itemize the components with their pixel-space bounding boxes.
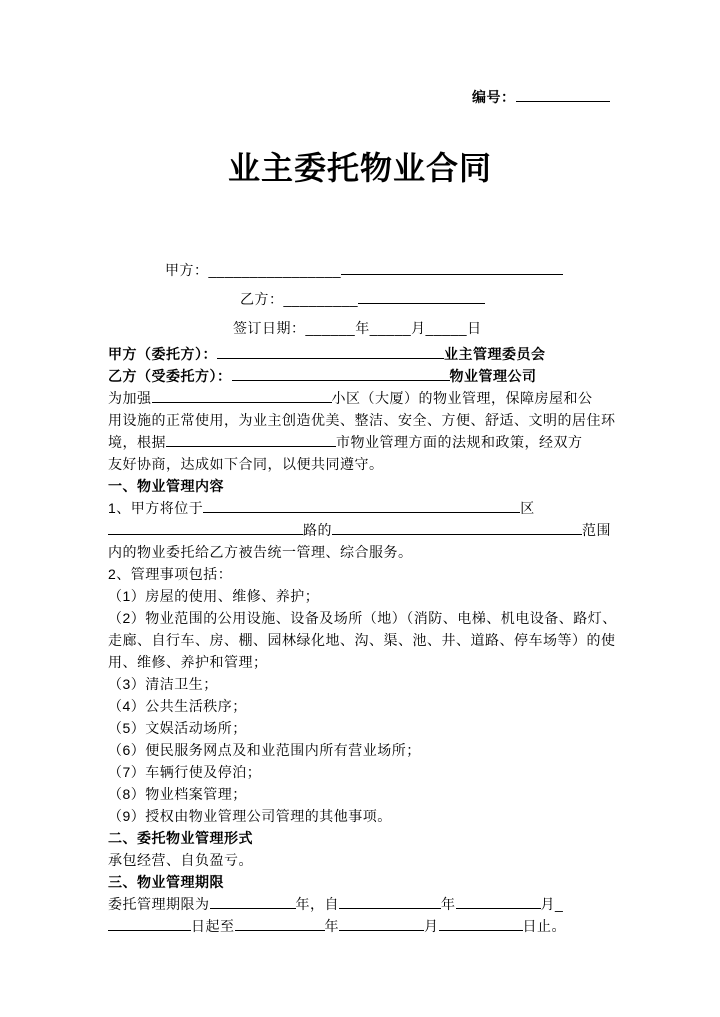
list-item — [0, 761, 720, 783]
text-segment: 2、管理事项包括： — [108, 566, 233, 582]
clause-line — [0, 497, 720, 519]
text-segment: 承包经营、自负盈亏。 — [108, 852, 253, 868]
section-2-heading — [0, 827, 720, 849]
contract-body — [0, 343, 720, 937]
text-segment: （5）文娱活动场所； — [108, 720, 247, 736]
clause-line — [0, 519, 720, 541]
text-segment: 年 — [355, 320, 370, 336]
blank-underline — [332, 521, 582, 535]
text-segment: 为加强 — [108, 390, 152, 406]
blank-underline — [108, 521, 303, 535]
blank-underline — [217, 345, 444, 359]
blank-underline — [341, 261, 563, 275]
text-segment: 乙方（受委托方）： — [108, 368, 232, 384]
text-segment: 物业管理公司 — [449, 368, 537, 384]
blank-underline — [235, 917, 325, 931]
list-item — [0, 651, 720, 673]
text-segment: 业主管理委员会 — [444, 346, 546, 362]
blank-underline — [339, 895, 441, 909]
party-a-entrust-row — [0, 343, 720, 365]
term-line — [0, 915, 720, 937]
text-segment: 内的物业委托给乙方被告统一管理、综合服务。 — [108, 544, 413, 560]
blank-underline — [166, 433, 336, 447]
clause-line — [0, 849, 720, 871]
party-a-row — [0, 256, 720, 285]
section-1-heading — [0, 475, 720, 497]
blank-underline — [439, 917, 523, 931]
text-segment: （2）物业范围的公用设施、设备及场所（地）（消防、电梯、机电设备、路灯、 — [108, 610, 617, 626]
list-item — [0, 695, 720, 717]
text-segment: 范围 — [582, 522, 611, 538]
text-segment: 1、甲方将位于 — [108, 500, 204, 516]
clause-line — [0, 563, 720, 585]
sign-date-row — [0, 314, 720, 343]
party-b-entrust-row — [0, 365, 720, 387]
text-segment: （4）公共生活秩序； — [108, 698, 247, 714]
blank-dashed: _ — [555, 896, 564, 912]
blank-dashed: ______ — [305, 320, 356, 336]
text-segment: 路的 — [303, 522, 332, 538]
text-segment: 走廊、自行车、房、棚、园林绿化地、沟、渠、池、井、道路、停车场等）的使 — [108, 632, 616, 648]
text-segment: 市物业管理方面的法规和政策，经双方 — [336, 434, 583, 450]
clause-line — [0, 541, 720, 563]
text-segment: 委托管理期限为 — [108, 896, 210, 912]
text-segment: 月 — [411, 320, 426, 336]
preamble-line — [0, 387, 720, 409]
blank-underline — [210, 895, 296, 909]
text-segment: 月 — [424, 918, 439, 934]
text-segment: 用、维修、养护和管理； — [108, 654, 268, 670]
text-segment: 友好协商，达成如下合同，以便共同遵守。 — [108, 456, 384, 472]
contract-number-row — [0, 86, 720, 108]
blank-dashed: _________ — [283, 291, 359, 307]
contract-number-label: 编号： — [472, 89, 516, 105]
text-segment: 年 — [441, 896, 456, 912]
text-segment: （3）清洁卫生； — [108, 676, 218, 692]
blank-underline — [358, 290, 485, 304]
text-segment: 年 — [324, 918, 339, 934]
text-segment: （9）授权由物业管理公司管理的其他事项。 — [108, 808, 392, 824]
text-segment: 日起至 — [191, 918, 235, 934]
preamble-line — [0, 409, 720, 431]
text-segment: 日 — [467, 320, 482, 336]
text-segment: （1）房屋的使用、维修、养护； — [108, 588, 320, 604]
party-b-row — [0, 285, 720, 314]
preamble-line — [0, 453, 720, 475]
term-line — [0, 893, 720, 915]
preamble-line — [0, 431, 720, 453]
list-item — [0, 739, 720, 761]
section-3-heading — [0, 871, 720, 893]
blank-dashed: _____ — [425, 320, 468, 336]
text-segment: 二、委托物业管理形式 — [108, 830, 253, 846]
list-item — [0, 585, 720, 607]
list-item — [0, 783, 720, 805]
text-segment: （7）车辆行使及停泊； — [108, 764, 262, 780]
list-item — [0, 673, 720, 695]
blank-underline — [108, 917, 191, 931]
text-segment: 乙方： — [240, 291, 284, 307]
text-segment: 甲方： — [165, 262, 209, 278]
list-item — [0, 607, 720, 629]
blank-underline — [203, 499, 520, 513]
list-item — [0, 629, 720, 651]
text-segment: 小区（大厦）的物业管理，保障房屋和公 — [331, 390, 593, 406]
list-item — [0, 717, 720, 739]
text-segment: 日止。 — [522, 918, 566, 934]
text-segment: 一、物业管理内容 — [108, 478, 224, 494]
contract-number-blank — [516, 88, 610, 102]
blank-dashed: ________________ — [208, 262, 342, 278]
document-title: 业主委托物业合同 — [227, 150, 492, 186]
text-segment: （8）物业档案管理； — [108, 786, 247, 802]
list-item — [0, 805, 720, 827]
text-segment: 签订日期： — [233, 320, 306, 336]
blank-underline — [456, 895, 541, 909]
text-segment: 月 — [540, 896, 555, 912]
blank-dashed: _____ — [369, 320, 412, 336]
text-segment: 年，自 — [295, 896, 339, 912]
text-segment: 三、物业管理期限 — [108, 874, 224, 890]
blank-underline — [152, 389, 332, 403]
blank-underline — [339, 917, 424, 931]
text-segment: 甲方（委托方）： — [108, 346, 217, 362]
text-segment: 境，根据 — [108, 434, 166, 450]
text-segment: （6）便民服务网点及和业范围内所有营业场所； — [108, 742, 421, 758]
blank-underline — [232, 367, 450, 381]
party-block — [0, 256, 720, 343]
text-segment: 用设施的正常使用，为业主创造优美、整洁、安全、方便、舒适、文明的居住环 — [108, 412, 616, 428]
text-segment: 区 — [520, 500, 535, 516]
